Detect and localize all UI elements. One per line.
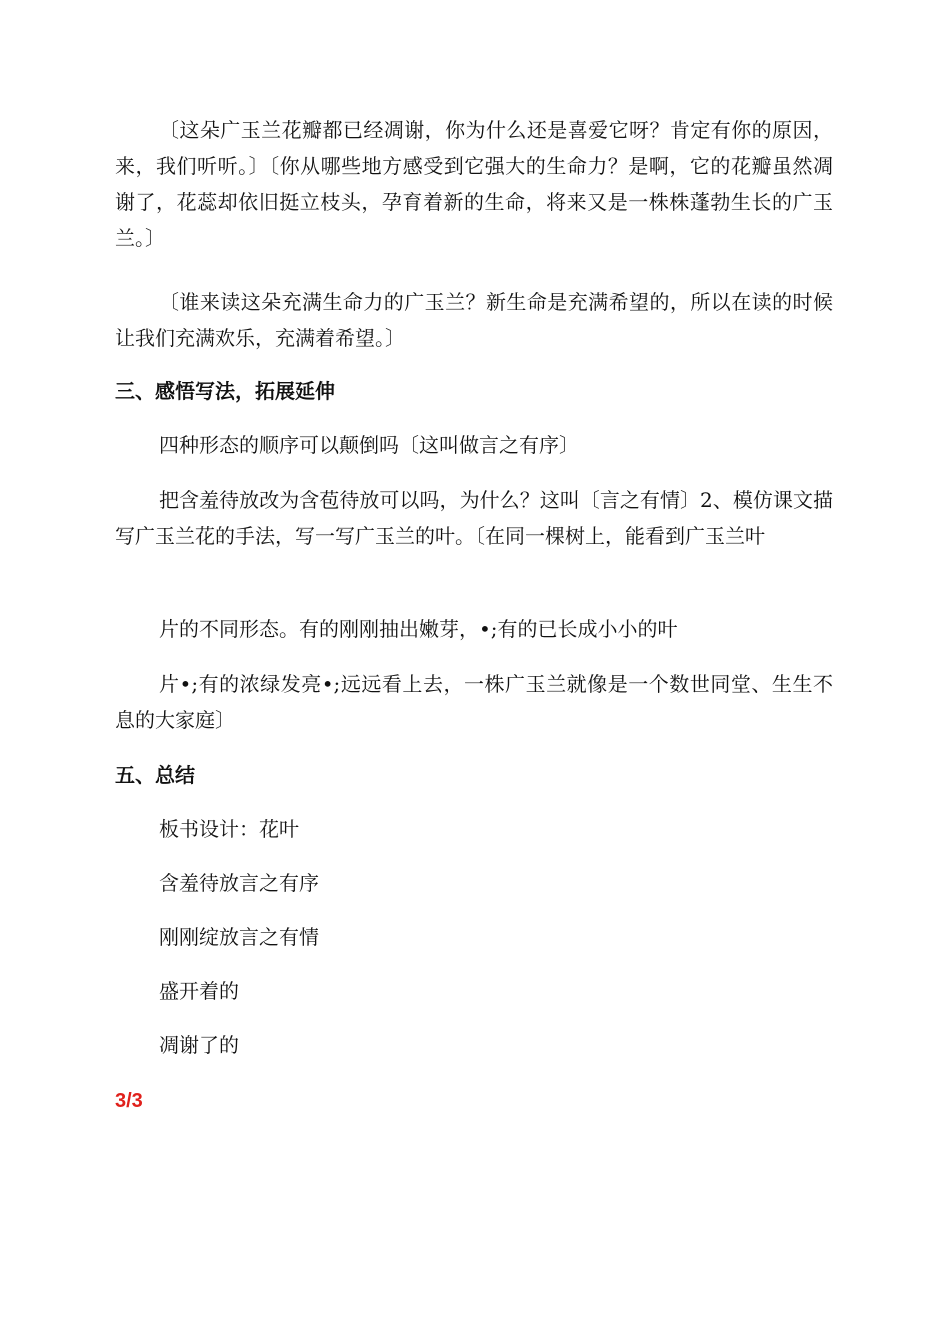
page-number: 3/3 bbox=[115, 1090, 143, 1112]
paragraph-withered-flower: 〔这朵广玉兰花瓣都已经凋谢，你为什么还是喜爱它呀？肯定有你的原因，来，我们听听。〕〔你从哪些地方感受到它强大的生命力？是啊，它的花瓣虽然凋谢了，花蕊却依旧挺立枝头，孕育着新的生命，将来又是一株株蓬勃生长的广玉兰。〕 bbox=[115, 118, 833, 250]
paragraph-read-aloud: 〔谁来读这朵充满生命力的广玉兰？新生命是充满希望的，所以在读的时候让我们充满欢乐，充满着希望。〕 bbox=[115, 290, 833, 350]
board-line-2: 刚刚绽放言之有情 bbox=[159, 925, 319, 949]
line-leaf-forms: 片的不同形态。有的刚刚抽出嫩芽，•;有的已长成小小的叶 bbox=[159, 617, 678, 641]
board-line-3: 盛开着的 bbox=[159, 979, 239, 1003]
line-order-question: 四种形态的顺序可以颠倒吗〔这叫做言之有序〕 bbox=[159, 433, 579, 457]
section-heading-5: 五、总结 bbox=[115, 763, 195, 787]
paragraph-imitation: 把含羞待放改为含苞待放可以吗，为什么？这叫〔言之有情〕2、模仿课文描写广玉兰花的手法，写一写广玉兰的叶。〔在同一棵树上，能看到广玉兰叶 bbox=[115, 488, 833, 548]
board-line-1: 含羞待放言之有序 bbox=[159, 871, 319, 895]
board-line-4: 凋谢了的 bbox=[159, 1033, 239, 1057]
section-heading-3: 三、感悟写法，拓展延伸 bbox=[115, 379, 335, 403]
board-design-title: 板书设计：花叶 bbox=[159, 817, 299, 841]
paragraph-big-family: 片•;有的浓绿发亮•;远远看上去，一株广玉兰就像是一个数世同堂、生生不息的大家庭〕 bbox=[115, 672, 833, 732]
